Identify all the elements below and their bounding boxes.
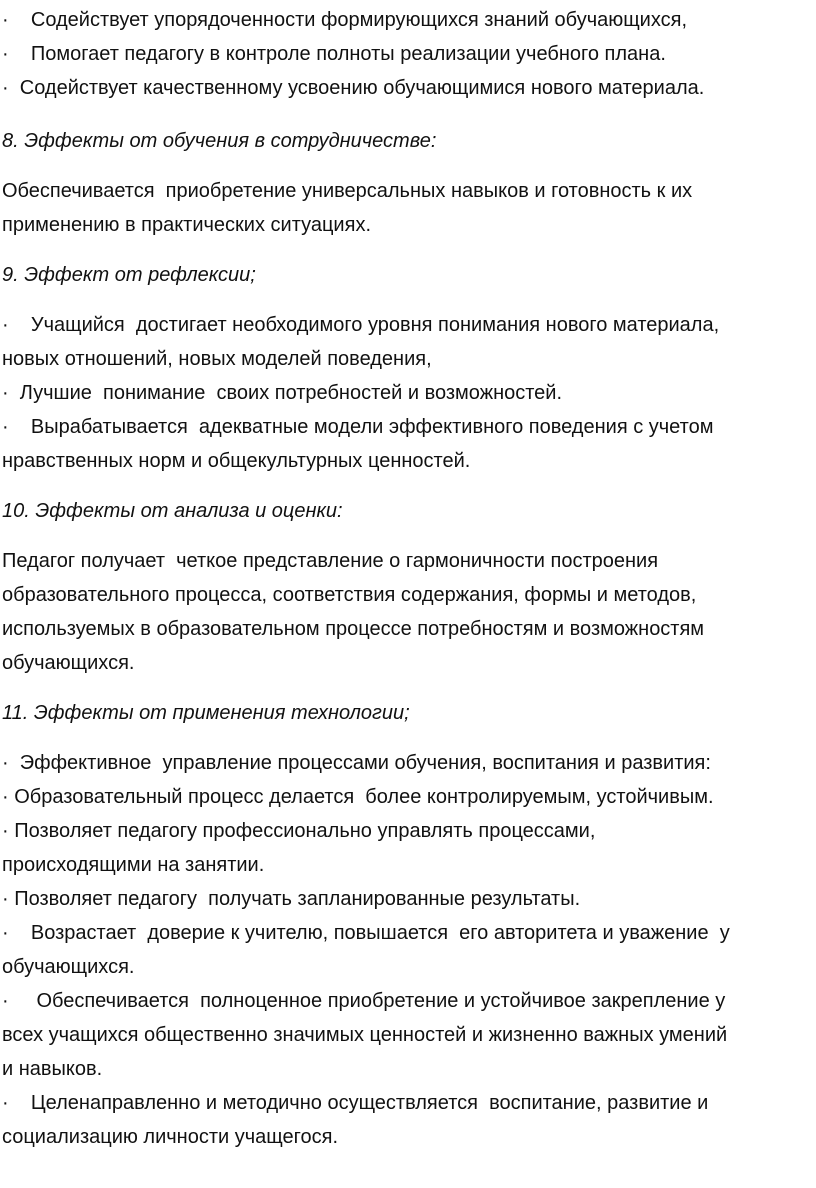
text-line: · Позволяет педагогу получать запланированные результаты. [2, 888, 581, 910]
text-line: · Учащийся достигает необходимого уровня понимания нового материала, [2, 314, 720, 336]
text-line: применению в практических ситуациях. [2, 214, 371, 236]
text-line: Обеспечивается приобретение универсальных навыков и готовность к их [2, 180, 693, 202]
bullet-item [2, 3, 816, 37]
text-line: обучающихся. [2, 652, 135, 674]
text-line: · Возрастает доверие к учителю, повышается его авторитета и уважение у [2, 922, 730, 944]
text-line: новых отношений, новых моделей поведения, [2, 348, 432, 370]
text-line: · Вырабатывается адекватные модели эффективного поведения с учетом [2, 416, 714, 438]
bullet-item [2, 71, 816, 105]
paragraph [2, 174, 816, 242]
bullet-item [2, 410, 816, 478]
paragraph [2, 544, 816, 680]
text-line: · Целенаправленно и методично осуществляется воспитание, развитие и [2, 1092, 709, 1114]
text-line: · Позволяет педагогу профессионально управлять процессами, [2, 820, 596, 842]
bullet-item [2, 37, 816, 71]
text-line: нравственных норм и общекультурных ценностей. [2, 450, 471, 472]
bullet-item [2, 882, 816, 916]
heading-text: 11. Эффекты от применения технологии; [2, 702, 410, 724]
text-line: обучающихся. [2, 956, 135, 978]
bullet-item [2, 984, 816, 1086]
text-line: · Содействует качественному усвоению обучающимися нового материала. [2, 77, 705, 99]
heading-text: 10. Эффекты от анализа и оценки: [2, 500, 343, 522]
text-line: · Помогает педагогу в контроле полноты реализации учебного плана. [2, 43, 666, 65]
bullet-item [2, 308, 816, 376]
text-line: · Эффективное управление процессами обучения, воспитания и развития: [2, 752, 711, 774]
bullet-item [2, 746, 816, 780]
text-line: происходящими на занятии. [2, 854, 265, 876]
text-line: образовательного процесса, соответствия содержания, формы и методов, [2, 584, 697, 606]
text-line: · Содействует упорядоченности формирующихся знаний обучающихся, [2, 9, 688, 31]
bullet-item [2, 814, 816, 882]
heading-text: 9. Эффект от рефлексии; [2, 264, 256, 286]
text-line: социализацию личности учащегося. [2, 1126, 338, 1148]
text-line: и навыков. [2, 1058, 103, 1080]
bullet-item [2, 1086, 816, 1154]
bullet-item [2, 376, 816, 410]
text-line: Педагог получает четкое представление о гармоничности построения [2, 550, 659, 572]
section-heading-10 [2, 494, 816, 528]
text-line: · Образовательный процесс делается более контролируемым, устойчивым. [2, 786, 714, 808]
text-line: · Обеспечивается полноценное приобретение и устойчивое закрепление у [2, 990, 726, 1012]
section-heading-8 [2, 124, 816, 158]
text-line: · Лучшие понимание своих потребностей и возможностей. [2, 382, 563, 404]
heading-text: 8. Эффекты от обучения в сотрудничестве: [2, 130, 437, 152]
text-line: используемых в образовательном процессе потребностям и возможностям [2, 618, 705, 640]
bullet-item [2, 916, 816, 984]
section-heading-11 [2, 696, 816, 730]
section-heading-9 [2, 258, 816, 292]
text-line: всех учащихся общественно значимых ценностей и жизненно важных умений [2, 1024, 728, 1046]
bullet-item [2, 780, 816, 814]
